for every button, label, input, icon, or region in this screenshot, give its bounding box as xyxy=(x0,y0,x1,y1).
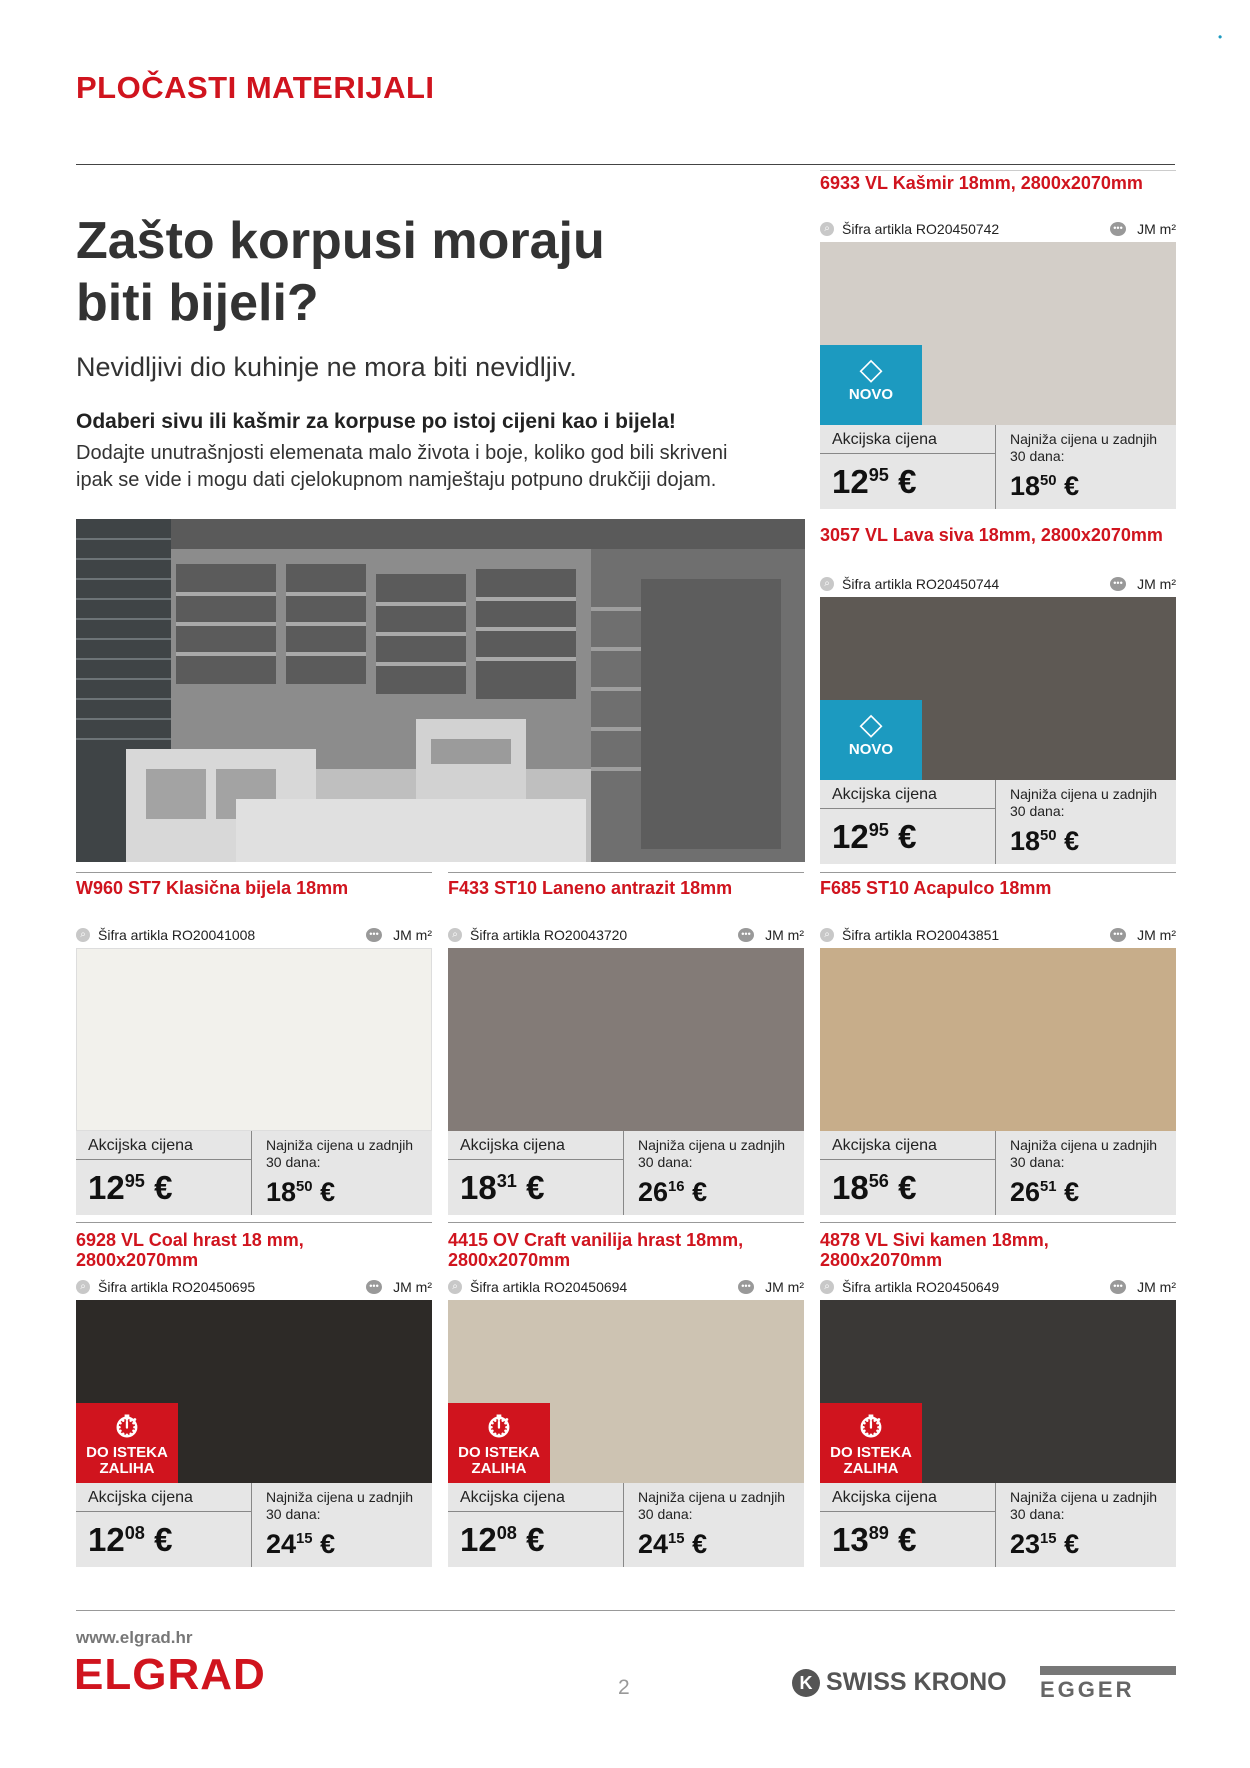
article-code: Šifra artikla RO20450694 xyxy=(470,1279,628,1295)
badge-label: DO ISTEKA ZALIHA xyxy=(86,1444,168,1477)
article-code: Šifra artikla RO20450649 xyxy=(842,1279,1000,1295)
price-box xyxy=(448,1483,804,1567)
card-top-rule xyxy=(820,170,1176,171)
separator xyxy=(448,1511,623,1512)
magnifier-icon: ⌕ xyxy=(76,1280,90,1294)
more-icon: ••• xyxy=(1110,928,1126,942)
lowest-price-label: Najniža cijena u zadnjih 30 dana: xyxy=(266,1489,414,1522)
separator xyxy=(251,1483,252,1567)
separator xyxy=(820,1159,995,1160)
more-icon: ••• xyxy=(1110,1280,1126,1294)
sale-price-label: Akcijska cijena xyxy=(88,1489,193,1506)
diamond-icon: ◇ xyxy=(859,708,883,741)
magnifier-icon: ⌕ xyxy=(820,1280,834,1294)
product-card xyxy=(448,878,804,1214)
lowest-price-label: Najniža cijena u zadnjih 30 dana: xyxy=(1010,1137,1158,1170)
more-icon: ••• xyxy=(1110,222,1126,236)
article-code: Šifra artikla RO20043851 xyxy=(842,927,1000,943)
code-row xyxy=(448,1278,804,1298)
article-code: Šifra artikla RO20043720 xyxy=(470,927,628,943)
body-line-1: Dodajte unutrašnjosti elemenata malo života i boje, koliko god bili skriveni xyxy=(76,442,728,464)
body-line-2: ipak se vide i mogu dati cjelokupnom namještaju potpuno drukčiji dojam. xyxy=(76,469,717,491)
row-divider xyxy=(820,872,1176,873)
magnifier-icon: ⌕ xyxy=(448,1280,462,1294)
badge-label: NOVO xyxy=(848,741,894,758)
separator xyxy=(76,1159,251,1160)
product-title: F685 ST10 Acapulco 18mm xyxy=(820,878,1052,898)
lowest-price-label: Najniža cijena u zadnjih 30 dana: xyxy=(638,1137,786,1170)
magnifier-icon: ⌕ xyxy=(76,928,90,942)
lowest-price: $18^{50}$ € xyxy=(266,1177,336,1207)
separator xyxy=(820,808,995,809)
code-row xyxy=(820,926,1176,946)
product-card xyxy=(448,1230,804,1566)
stock-badge xyxy=(448,1403,550,1483)
product-card xyxy=(820,525,1176,861)
badge-label: DO ISTEKA ZALIHA xyxy=(830,1444,912,1477)
stopwatch-icon: ⏱ xyxy=(115,1411,139,1444)
more-icon: ••• xyxy=(738,1280,754,1294)
sale-price: $12^{95}$ € xyxy=(832,818,917,855)
section-title: PLOČASTI MATERIJALI xyxy=(76,70,435,105)
sale-price-label: Akcijska cijena xyxy=(832,431,937,448)
sale-price-label: Akcijska cijena xyxy=(460,1489,565,1506)
material-swatch xyxy=(820,1300,1176,1483)
more-icon: ••• xyxy=(366,928,382,942)
sale-price-label: Akcijska cijena xyxy=(832,1489,937,1506)
sale-price-label: Akcijska cijena xyxy=(460,1137,565,1154)
separator xyxy=(623,1131,624,1215)
stock-badge xyxy=(76,1403,178,1483)
material-swatch xyxy=(76,1300,432,1483)
subhead: Nevidljivi dio kuhinje ne mora biti nevidljiv. xyxy=(76,352,577,382)
lowest-price: $23^{15}$ € xyxy=(1010,1529,1080,1559)
swiss-krono-text: SWISS KRONO xyxy=(826,1668,1007,1696)
swiss-krono-logo xyxy=(792,1668,1007,1697)
sale-price: $18^{56}$ € xyxy=(832,1169,917,1206)
unit-label: JM m² xyxy=(1137,1279,1176,1295)
kitchen-photo xyxy=(76,519,805,862)
row-divider xyxy=(820,1222,1176,1223)
unit-label: JM m² xyxy=(1137,927,1176,943)
stock-badge xyxy=(820,1403,922,1483)
product-title: F433 ST10 Laneno antrazit 18mm xyxy=(448,878,733,898)
unit-label: JM m² xyxy=(765,1279,804,1295)
stopwatch-icon: ⏱ xyxy=(859,1411,883,1444)
price-box xyxy=(76,1483,432,1567)
swiss-krono-icon: K xyxy=(792,1669,820,1697)
lowest-price: $18^{50}$ € xyxy=(1010,826,1080,856)
unit-label: JM m² xyxy=(1137,221,1176,237)
magnifier-icon: ⌕ xyxy=(820,222,834,236)
more-icon: ••• xyxy=(1110,577,1126,591)
lowest-price: $26^{51}$ € xyxy=(1010,1177,1080,1207)
code-row xyxy=(820,575,1176,595)
separator xyxy=(76,1511,251,1512)
novo-badge xyxy=(820,700,922,780)
more-icon: ••• xyxy=(738,928,754,942)
sale-price-label: Akcijska cijena xyxy=(832,1137,937,1154)
price-box xyxy=(820,1131,1176,1215)
row-divider xyxy=(448,872,804,873)
lowest-price-label: Najniža cijena u zadnjih 30 dana: xyxy=(1010,786,1158,819)
website-link[interactable]: www.elgrad.hr xyxy=(76,1628,193,1647)
promo-text: Odaberi sivu ili kašmir za korpuse po istoj cijeni kao i bijela! xyxy=(76,410,676,433)
product-card xyxy=(820,878,1176,1214)
material-swatch xyxy=(448,1300,804,1483)
body-text xyxy=(76,440,776,494)
material-swatch xyxy=(820,948,1176,1131)
product-title: 3057 VL Lava siva 18mm, 2800x2070mm xyxy=(820,525,1163,545)
separator xyxy=(448,1159,623,1160)
lowest-price-label: Najniža cijena u zadnjih 30 dana: xyxy=(1010,1489,1158,1522)
separator xyxy=(995,1131,996,1215)
product-card xyxy=(76,1230,432,1566)
footer-divider xyxy=(76,1610,1175,1611)
egger-logo xyxy=(1040,1666,1176,1701)
sale-price: $12^{08}$ € xyxy=(460,1521,545,1558)
article-code: Šifra artikla RO20041008 xyxy=(98,927,256,943)
separator xyxy=(820,453,995,454)
magnifier-icon: ⌕ xyxy=(820,928,834,942)
row-divider xyxy=(448,1222,804,1223)
product-title: 6928 VL Coal hrast 18 mm, 2800x2070mm xyxy=(76,1230,304,1270)
code-row xyxy=(448,926,804,946)
separator xyxy=(820,1511,995,1512)
unit-label: JM m² xyxy=(1137,576,1176,592)
sale-price: $13^{89}$ € xyxy=(832,1521,917,1558)
separator xyxy=(623,1483,624,1567)
row-divider xyxy=(76,1222,432,1223)
sale-price: $12^{08}$ € xyxy=(88,1521,173,1558)
egger-bar xyxy=(1040,1666,1176,1675)
price-box xyxy=(820,1483,1176,1567)
page-number: 2 xyxy=(618,1676,630,1699)
unit-label: JM m² xyxy=(393,1279,432,1295)
egger-text: EGGER xyxy=(1040,1677,1135,1702)
lowest-price-label: Najniža cijena u zadnjih 30 dana: xyxy=(638,1489,786,1522)
material-swatch xyxy=(820,242,1176,425)
lowest-price: $24^{15}$ € xyxy=(266,1529,336,1559)
badge-label: NOVO xyxy=(848,386,894,403)
article-code: Šifra artikla RO20450742 xyxy=(842,221,1000,237)
price-box xyxy=(820,425,1176,509)
product-title: W960 ST7 Klasična bijela 18mm xyxy=(76,878,349,898)
headline-line-2: biti bijeli? xyxy=(76,274,319,332)
lowest-price-label: Najniža cijena u zadnjih 30 dana: xyxy=(266,1137,414,1170)
product-card xyxy=(76,878,432,1214)
sale-price: $12^{95}$ € xyxy=(88,1169,173,1206)
product-title: 6933 VL Kašmir 18mm, 2800x2070mm xyxy=(820,173,1143,193)
lowest-price: $18^{50}$ € xyxy=(1010,471,1080,501)
corner-mark: • xyxy=(1218,30,1223,44)
headline-line-1: Zašto korpusi moraju xyxy=(76,212,605,270)
price-box xyxy=(448,1131,804,1215)
unit-label: JM m² xyxy=(393,927,432,943)
material-swatch xyxy=(76,948,432,1131)
separator xyxy=(995,425,996,509)
material-swatch xyxy=(820,597,1176,780)
product-title: 4878 VL Sivi kamen 18mm, 2800x2070mm xyxy=(820,1230,1049,1270)
product-card xyxy=(820,170,1176,506)
lowest-price: $26^{16}$ € xyxy=(638,1177,708,1207)
header-divider xyxy=(76,164,1175,165)
code-row xyxy=(820,220,1176,240)
code-row xyxy=(76,926,432,946)
sale-price: $18^{31}$ € xyxy=(460,1169,545,1206)
stopwatch-icon: ⏱ xyxy=(487,1411,511,1444)
material-swatch xyxy=(448,948,804,1131)
sale-price: $12^{95}$ € xyxy=(832,463,917,500)
magnifier-icon: ⌕ xyxy=(820,577,834,591)
price-box xyxy=(76,1131,432,1215)
badge-label: DO ISTEKA ZALIHA xyxy=(458,1444,540,1477)
article-code: Šifra artikla RO20450695 xyxy=(98,1279,256,1295)
article-code: Šifra artikla RO20450744 xyxy=(842,576,1000,592)
diamond-icon: ◇ xyxy=(859,353,883,386)
row-divider xyxy=(76,872,432,873)
novo-badge xyxy=(820,345,922,425)
sale-price-label: Akcijska cijena xyxy=(832,786,937,803)
separator xyxy=(251,1131,252,1215)
separator xyxy=(995,1483,996,1567)
lowest-price-label: Najniža cijena u zadnjih 30 dana: xyxy=(1010,431,1158,464)
product-card xyxy=(820,1230,1176,1566)
code-row xyxy=(76,1278,432,1298)
more-icon: ••• xyxy=(366,1280,382,1294)
unit-label: JM m² xyxy=(765,927,804,943)
elgrad-logo: ELGRAD xyxy=(74,1650,266,1699)
price-box xyxy=(820,780,1176,864)
headline xyxy=(76,210,726,334)
kitchen-illustration xyxy=(76,519,805,862)
sale-price-label: Akcijska cijena xyxy=(88,1137,193,1154)
product-title: 4415 OV Craft vanilija hrast 18mm, 2800x2070mm xyxy=(448,1230,744,1270)
code-row xyxy=(820,1278,1176,1298)
separator xyxy=(995,780,996,864)
magnifier-icon: ⌕ xyxy=(448,928,462,942)
lowest-price: $24^{15}$ € xyxy=(638,1529,708,1559)
